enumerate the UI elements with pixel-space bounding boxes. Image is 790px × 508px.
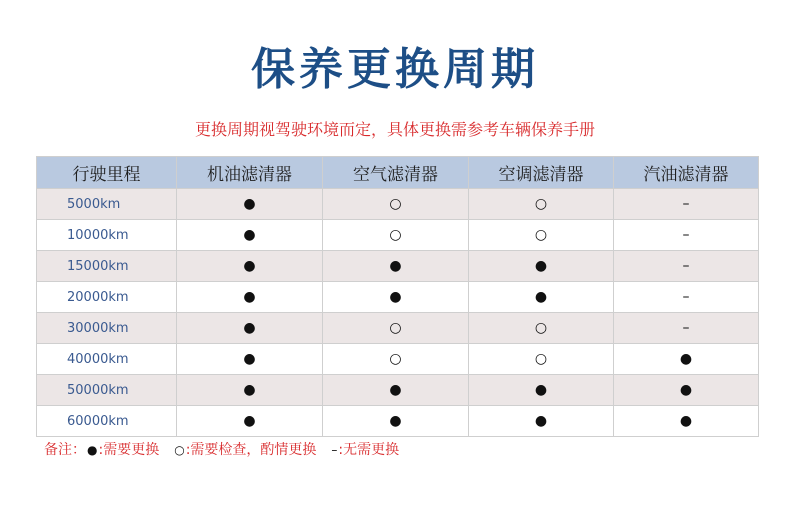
- status-mark: ●: [389, 382, 402, 398]
- status-mark: –: [682, 320, 690, 336]
- legend-no-replace-text: :无需更换: [338, 442, 400, 458]
- legend-prefix: 备注：: [44, 442, 86, 458]
- status-mark: ●: [389, 289, 402, 305]
- table-row: [37, 344, 759, 375]
- status-mark: –: [682, 289, 690, 305]
- table-header-row: [37, 157, 759, 189]
- status-mark: ●: [243, 227, 256, 243]
- status-mark: ●: [534, 289, 548, 305]
- mileage-cell: 15000km: [37, 251, 177, 282]
- status-mark: ○: [389, 227, 402, 243]
- status-mark: ●: [679, 351, 693, 367]
- mileage-cell: 50000km: [37, 375, 177, 406]
- page-subtitle: 更换周期视驾驶环境而定，具体更换需参考车辆保养手册: [194, 120, 595, 139]
- mileage-cell: 30000km: [37, 313, 177, 344]
- header-oil-filter: 机油滤清器: [177, 157, 323, 189]
- table-row: [37, 251, 759, 282]
- status-mark: ●: [534, 413, 548, 429]
- status-mark: –: [682, 196, 690, 212]
- legend-check-text: :需要检查，酌情更换: [185, 442, 317, 458]
- status-mark: ○: [389, 351, 402, 367]
- status-mark: ○: [534, 320, 548, 336]
- mileage-cell: 10000km: [37, 220, 177, 251]
- maintenance-schedule-table: [36, 156, 759, 437]
- status-mark: ●: [243, 320, 256, 336]
- table-row: [37, 220, 759, 251]
- status-mark: ○: [534, 351, 548, 367]
- mileage-cell: 20000km: [37, 282, 177, 313]
- legend-note: [44, 441, 399, 459]
- mileage-cell: 5000km: [37, 189, 177, 220]
- mileage-cell: 40000km: [37, 344, 177, 375]
- status-mark: ●: [243, 196, 256, 212]
- table-row: [37, 406, 759, 437]
- status-mark: ○: [534, 227, 548, 243]
- status-mark: ●: [243, 289, 256, 305]
- status-mark: ●: [679, 382, 693, 398]
- header-air-filter: 空气滤清器: [323, 157, 469, 189]
- status-mark: –: [682, 227, 690, 243]
- page-title: 保养更换周期: [251, 44, 539, 95]
- status-mark: ●: [243, 258, 256, 274]
- header-mileage: 行驶里程: [37, 157, 177, 189]
- header-fuel-filter: 汽油滤清器: [614, 157, 759, 189]
- status-mark: ●: [389, 258, 402, 274]
- status-mark: ○: [389, 320, 402, 336]
- status-mark: –: [682, 258, 690, 274]
- legend-replace-text: :需要更换: [98, 442, 160, 458]
- status-mark: ●: [534, 382, 548, 398]
- status-mark: ●: [679, 413, 693, 429]
- table-row: [37, 375, 759, 406]
- hollow-circle-icon: ○: [174, 443, 185, 457]
- status-mark: ●: [534, 258, 548, 274]
- mileage-cell: 60000km: [37, 406, 177, 437]
- status-mark: ○: [534, 196, 548, 212]
- table-row: [37, 189, 759, 220]
- header-ac-filter: 空调滤清器: [469, 157, 614, 189]
- status-mark: ○: [389, 196, 402, 212]
- status-mark: ●: [389, 413, 402, 429]
- table-row: [37, 313, 759, 344]
- filled-dot-icon: ●: [87, 443, 98, 457]
- dash-icon: –: [331, 443, 338, 457]
- status-mark: ●: [243, 351, 256, 367]
- table-row: [37, 282, 759, 313]
- status-mark: ●: [243, 382, 256, 398]
- status-mark: ●: [243, 413, 256, 429]
